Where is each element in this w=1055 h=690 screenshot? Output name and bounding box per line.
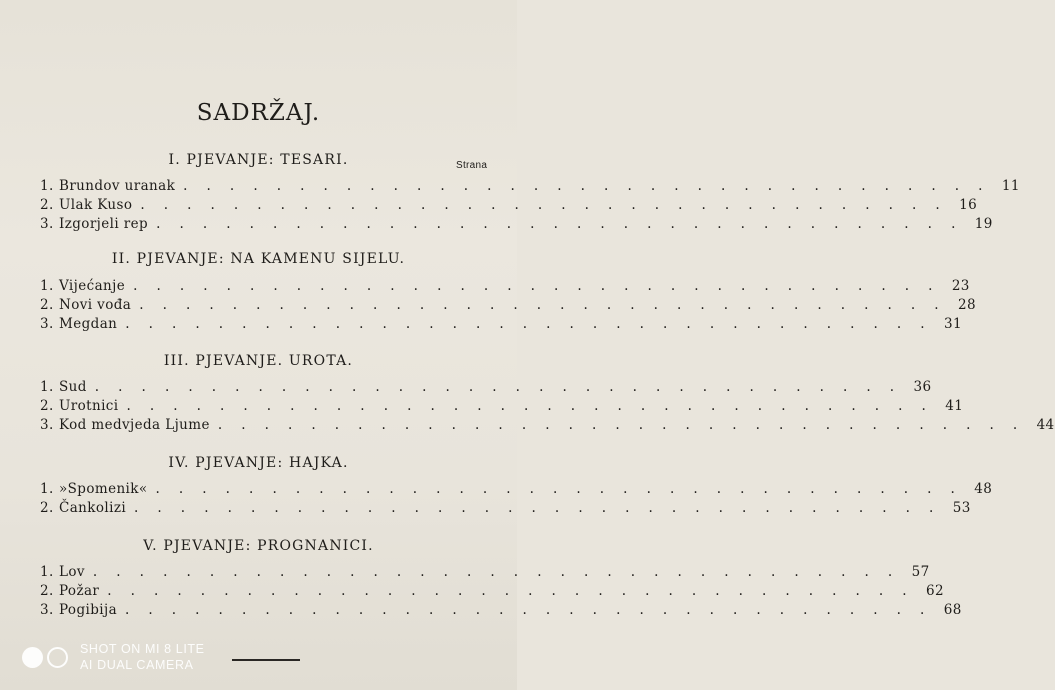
entry-page: 31 [943, 316, 962, 332]
entry-page: 57 [911, 564, 930, 580]
lens-filled-icon [22, 647, 43, 668]
entry-number: 2. [40, 197, 54, 213]
dot-leader: . . . . . . . . . . . . . . . . . . . . . . . . . . . . . . . . . . . [139, 297, 946, 313]
entry-title: Čankolizi [59, 500, 127, 516]
entry-number: 1. [40, 564, 54, 580]
toc-entry [40, 379, 932, 397]
section-title: III. PJEVANJE. UROTA. [163, 353, 354, 369]
lens-ring-icon [47, 647, 68, 668]
dot-leader: . . . . . . . . . . . . . . . . . . . . . . . . . . . . . . . . . . . [107, 583, 914, 599]
page-title: SADRŽAJ. [196, 100, 321, 126]
dot-leader: . . . . . . . . . . . . . . . . . . . . . . . . . . . . . . . . . . . [155, 481, 963, 497]
entry-page: 36 [913, 379, 932, 395]
entry-page: 11 [1001, 178, 1020, 194]
toc-entry [40, 278, 970, 296]
toc-entry [40, 417, 1055, 435]
toc-entry [40, 500, 971, 518]
closing-rule [232, 659, 300, 661]
toc-entry [40, 583, 944, 601]
entry-number: 3. [40, 316, 54, 332]
toc-entry [40, 178, 1020, 196]
entry-number: 1. [40, 178, 54, 194]
toc-entry [40, 602, 962, 620]
entry-title: Pogibija [59, 602, 118, 618]
camera-watermark [22, 640, 205, 674]
entry-title: Novi vođa [59, 297, 132, 313]
entry-title: »Spomenik« [59, 481, 148, 497]
dot-leader: . . . . . . . . . . . . . . . . . . . . . . . . . . . . . . . . . . . [125, 602, 932, 618]
toc-entry [40, 398, 964, 416]
entry-title: Kod medvjeda Ljume [59, 417, 210, 433]
entry-page: 62 [926, 583, 944, 599]
entry-number: 2. [40, 398, 54, 414]
entry-page: 23 [951, 278, 970, 294]
dot-leader: . . . . . . . . . . . . . . . . . . . . . . . . . . . . . . . . . . . [125, 316, 932, 332]
dot-leader: . . . . . . . . . . . . . . . . . . . . . . . . . . . . . . . . . . . [126, 398, 934, 414]
page-column-label: Strana [456, 160, 488, 171]
toc-entry [40, 481, 993, 499]
dot-leader: . . . . . . . . . . . . . . . . . . . . . . . . . . . . . . . . . . . [183, 178, 990, 194]
entry-page: 28 [957, 297, 976, 313]
dot-leader: . . . . . . . . . . . . . . . . . . . . . . . . . . . . . . . . . . . [156, 216, 963, 232]
entry-title: Megdan [59, 316, 118, 332]
dot-leader: . . . . . . . . . . . . . . . . . . . . . . . . . . . . . . . . . . . [133, 278, 940, 294]
section-title: II. PJEVANJE: NA KAMENU SIJELU. [111, 251, 406, 267]
section-title: V. PJEVANJE: PROGNANICI. [143, 538, 374, 554]
entry-title: Vijećanje [59, 278, 126, 294]
entry-number: 1. [40, 379, 54, 395]
entry-title: Ulak Kuso [59, 197, 133, 213]
dot-leader: . . . . . . . . . . . . . . . . . . . . . . . . . . . . . . . . . . . [217, 417, 1025, 433]
entry-number: 2. [40, 583, 54, 599]
entry-number: 3. [40, 417, 54, 433]
entry-page: 48 [974, 481, 993, 497]
toc-entry [40, 197, 978, 215]
toc-entry [40, 216, 993, 234]
toc-entry [40, 316, 962, 334]
entry-number: 3. [40, 602, 54, 618]
watermark-text [80, 641, 205, 673]
entry-title: Požar [59, 583, 100, 599]
entry-title: Brundov uranak [59, 178, 176, 194]
watermark-line-1: SHOT ON MI 8 LITE [80, 642, 205, 656]
entry-page: 19 [974, 216, 993, 232]
entry-page: 53 [952, 500, 971, 516]
toc-entry [40, 564, 930, 582]
watermark-line-2: AI DUAL CAMERA [80, 658, 194, 672]
entry-page: 41 [945, 398, 964, 414]
dot-leader: . . . . . . . . . . . . . . . . . . . . . . . . . . . . . . . . . . . [140, 197, 948, 213]
toc-entry [40, 297, 976, 315]
entry-number: 3. [40, 216, 54, 232]
entry-page: 68 [943, 602, 962, 618]
dot-leader: . . . . . . . . . . . . . . . . . . . . . . . . . . . . . . . . . . . [94, 379, 902, 395]
entry-title: Lov [59, 564, 85, 580]
section-title: IV. PJEVANJE: HAJKA. [168, 455, 349, 471]
entry-number: 2. [40, 297, 54, 313]
entry-number: 1. [40, 481, 54, 497]
entry-number: 1. [40, 278, 54, 294]
dot-leader: . . . . . . . . . . . . . . . . . . . . . . . . . . . . . . . . . . . [92, 564, 900, 580]
entry-title: Urotnici [59, 398, 119, 414]
entry-title: Izgorjeli rep [59, 216, 149, 232]
entry-title: Sud [59, 379, 87, 395]
entry-page: 16 [959, 197, 978, 213]
section-title: I. PJEVANJE: TESARI. [168, 152, 349, 168]
entry-page: 44 [1036, 417, 1055, 433]
entry-number: 2. [40, 500, 54, 516]
dot-leader: . . . . . . . . . . . . . . . . . . . . . . . . . . . . . . . . . . . [134, 500, 941, 516]
